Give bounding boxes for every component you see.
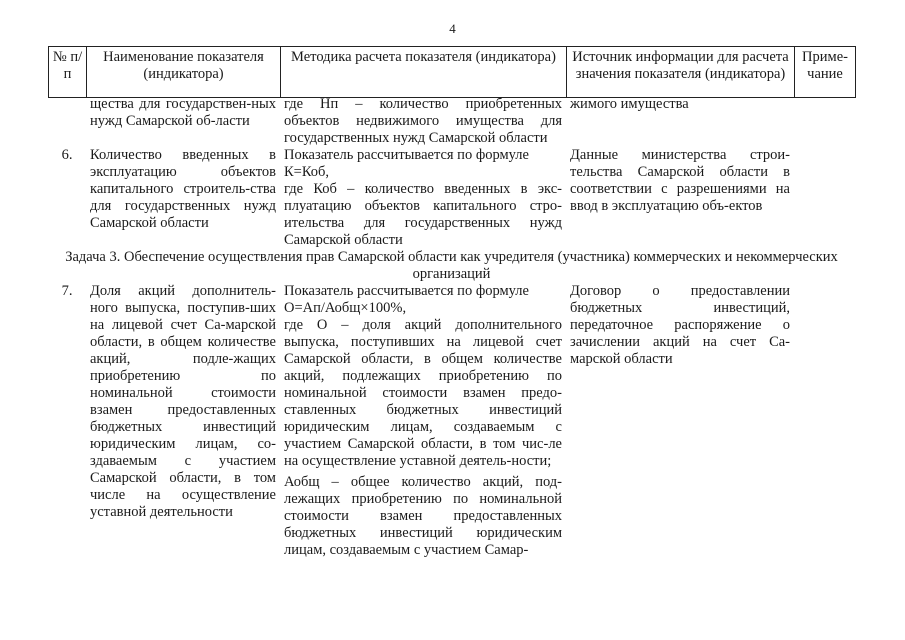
row-note bbox=[794, 96, 855, 147]
row6-method bbox=[280, 147, 566, 249]
header-note: Приме-чание bbox=[795, 47, 856, 98]
row6-source: Данные министерства строи-тельства Самарской области в соответствии с разрешениями на ввод в эксплуатацию объ-ектов bbox=[570, 147, 790, 214]
row7-method-desc2: Аобщ – общее количество акций, под-лежащих приобретению по номинальной стоимости взамен предоставленных бюджетных инвестиций юридическим лицам, создаваемым с участием Самар- bbox=[284, 474, 562, 558]
row6-name: Количество введенных в эксплуатацию объектов капитального строитель-ства для государственных нужд Самарской области bbox=[90, 147, 276, 231]
row6-num: 6. bbox=[61, 147, 73, 163]
row6-formula: К=Коб, bbox=[284, 164, 330, 180]
row6-method-desc: где Коб – количество введенных в экс-плуатацию объектов капитального стро-ительства для государственных нужд Самарской области bbox=[284, 181, 562, 248]
page-number: 4 bbox=[449, 21, 456, 36]
table-row bbox=[48, 147, 855, 249]
table-row bbox=[48, 283, 855, 559]
table-header bbox=[48, 46, 856, 98]
table-row bbox=[48, 249, 855, 283]
header-name: Наименование показателя (индикатора) bbox=[87, 47, 281, 98]
row-cont-source: жимого имущества bbox=[570, 96, 689, 112]
header-source: Источник информации для расчета значения показателя (индикатора) bbox=[567, 47, 795, 98]
row6-method-intro: Показатель рассчитывается по формуле bbox=[284, 147, 529, 163]
row-note bbox=[794, 147, 855, 249]
row-cont-name: щества для государствен-ных нужд Самарской об-ласти bbox=[90, 96, 276, 129]
row-note bbox=[794, 283, 855, 559]
row7-method bbox=[280, 283, 566, 559]
row7-formula: О=Ап/Аобщ×100%, bbox=[284, 300, 407, 316]
row7-method-desc1: где О – доля акций дополнительного выпуска, поступивших на лицевой счет Самарской области, в общем количестве акций, подлежащих приобретению по номинальной стоимости взамен предо-ставленных бюджетных инвестиций юридическим лицам, создаваемым с участием Самарской области, в том чис-ле на осуществление уставной деятель-ности; bbox=[284, 317, 562, 469]
row-num bbox=[48, 96, 86, 147]
task3-heading: Задача 3. Обеспечение осуществления прав Самарской области как учредителя (участника) коммерческих и некоммерческих организаций bbox=[65, 249, 838, 282]
indicator-table bbox=[48, 96, 855, 559]
table-row bbox=[48, 96, 855, 147]
row7-num: 7. bbox=[61, 283, 73, 299]
header-num: № п/п bbox=[49, 47, 87, 98]
row-cont-method: где Нп – количество приобретенных объектов недвижимого имущества для государственных нужд Самарской области bbox=[284, 96, 562, 146]
row7-source: Договор о предоставлении бюджетных инвестиций, передаточное распоряжение о зачислении акций на счет Са-марской области bbox=[570, 283, 790, 367]
row7-name: Доля акций дополнитель-ного выпуска, поступив-ших на лицевой счет Са-марской области, в общем количестве акций, подле-жащих приобретению по номинальной стоимости взамен предоставленных бюджетных инвестиций юридическим лицам, со-здаваемым с участием Самарской области, в том числе на осуществление уставной деятельности bbox=[90, 283, 276, 520]
header-method: Методика расчета показателя (индикатора) bbox=[281, 47, 567, 98]
row7-method-intro: Показатель рассчитывается по формуле bbox=[284, 283, 529, 299]
